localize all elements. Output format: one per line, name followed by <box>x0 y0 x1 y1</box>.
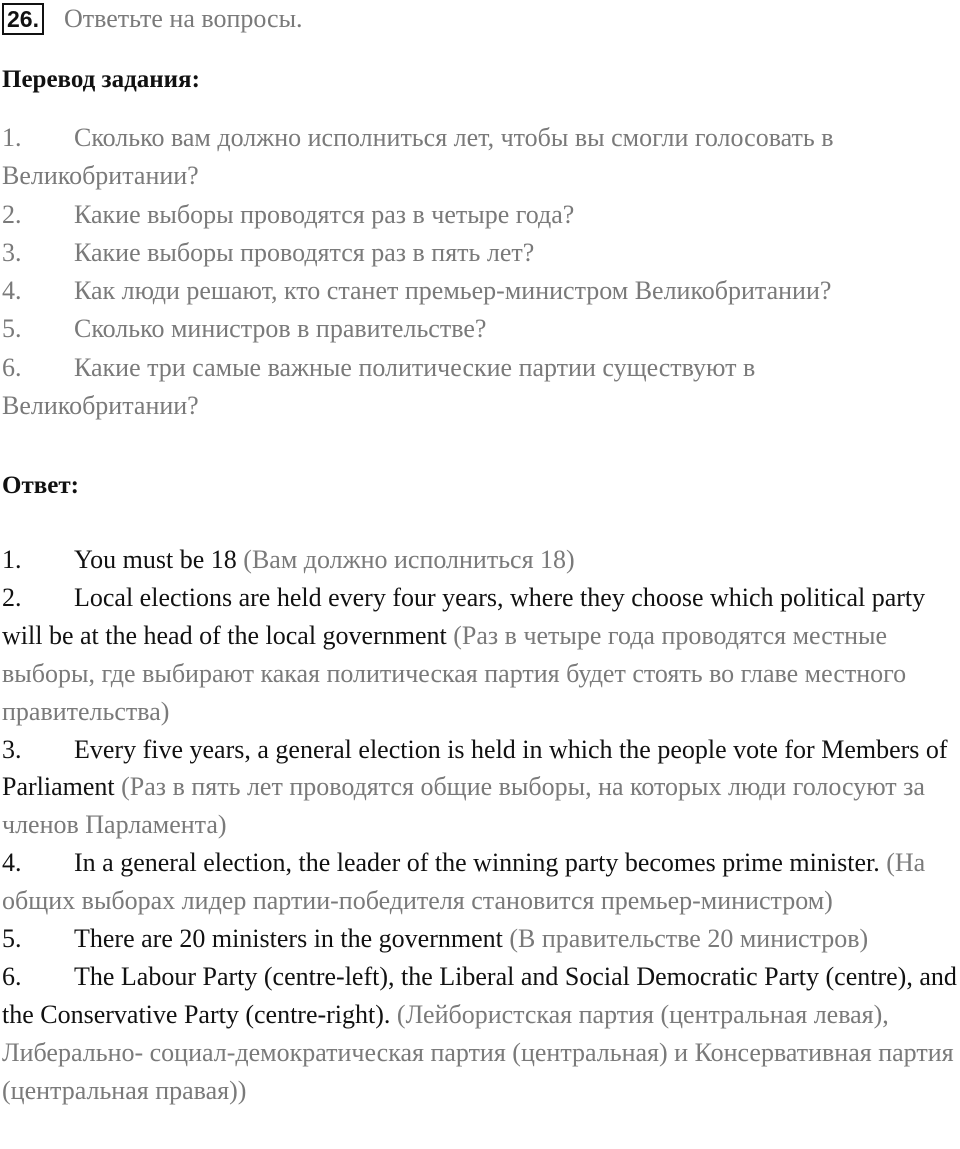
question-text: Какие выборы проводятся раз в пять лет? <box>74 237 535 267</box>
answer-item <box>2 920 958 958</box>
answer-item <box>2 579 958 731</box>
answer-english-text: Local elections are held every four years, where they choose which political party will be at the head of the local government <box>2 582 926 650</box>
question-text: Сколько вам должно исполниться лет, чтобы вы смогли голосовать в Великобритании? <box>2 123 834 191</box>
question-text: Сколько министров в правительстве? <box>74 314 487 344</box>
question-item <box>2 349 958 426</box>
answer-english-text: The Labour Party (centre-left), the Liberal and Social Democratic Party (centre), and the Conservative Party (centre-right). <box>2 961 957 1029</box>
task-title: Ответьте на вопросы. <box>63 4 303 33</box>
answer-number: 3. <box>2 734 22 764</box>
question-item <box>2 234 958 272</box>
answer-english-text: In a general election, the leader of the winning party becomes prime minister. <box>74 848 880 878</box>
answer-russian-translation: (На общих выборах лидер партии-победителя становится премьер-министром) <box>2 848 926 916</box>
question-text: Какие три самые важные политические партии существуют в Великобритании? <box>2 352 756 421</box>
question-item <box>2 310 958 348</box>
answer-russian-translation: (Раз в четыре года проводятся местные выборы, где выбирают какая политическая партия будет стоять во главе местного правительства) <box>2 620 907 726</box>
answer-russian-translation: (Лейбористская партия (центральная левая), Либерально- социал-демократическая партия (центральная) и Консервативная партия (центральная правая)) <box>2 999 954 1105</box>
answer-item <box>2 844 958 920</box>
answer-number: 4. <box>2 848 22 878</box>
answer-russian-translation: (Вам должно исполниться 18) <box>243 545 575 574</box>
answer-item <box>2 958 958 1110</box>
question-number: 6. <box>2 352 22 382</box>
task-header <box>2 2 303 36</box>
answers-list <box>2 541 958 1110</box>
question-text: Как люди решают, кто станет премьер-министром Великобритании? <box>74 276 832 306</box>
task-number: 26. <box>2 3 44 35</box>
question-text: Какие выборы проводятся раз в четыре года? <box>74 199 575 229</box>
question-item <box>2 119 958 196</box>
answer-russian-translation: (В правительстве 20 министров) <box>509 924 869 954</box>
answer-number: 1. <box>2 545 22 574</box>
answer-english-text: Every five years, a general election is held in which the people vote for Members of Parliament <box>2 734 948 802</box>
answer-russian-translation: (Раз в пять лет проводятся общие выборы, на которых люди голосуют за членов Парламента) <box>2 772 925 840</box>
answer-item <box>2 541 958 579</box>
answer-number: 6. <box>2 961 22 991</box>
questions-list <box>2 119 958 425</box>
answer-english-text: You must be 18 <box>74 545 237 574</box>
question-number: 3. <box>2 237 22 267</box>
answer-heading: Ответ: <box>2 472 79 499</box>
answer-number: 5. <box>2 924 22 954</box>
answer-english-text: There are 20 ministers in the government <box>74 924 503 954</box>
question-number: 1. <box>2 123 22 152</box>
question-number: 5. <box>2 314 22 344</box>
question-item <box>2 272 958 310</box>
answer-number: 2. <box>2 582 22 612</box>
translation-heading: Перевод задания: <box>2 66 200 93</box>
answer-item <box>2 731 958 845</box>
question-number: 4. <box>2 276 22 306</box>
question-number: 2. <box>2 199 22 229</box>
question-item <box>2 196 958 234</box>
